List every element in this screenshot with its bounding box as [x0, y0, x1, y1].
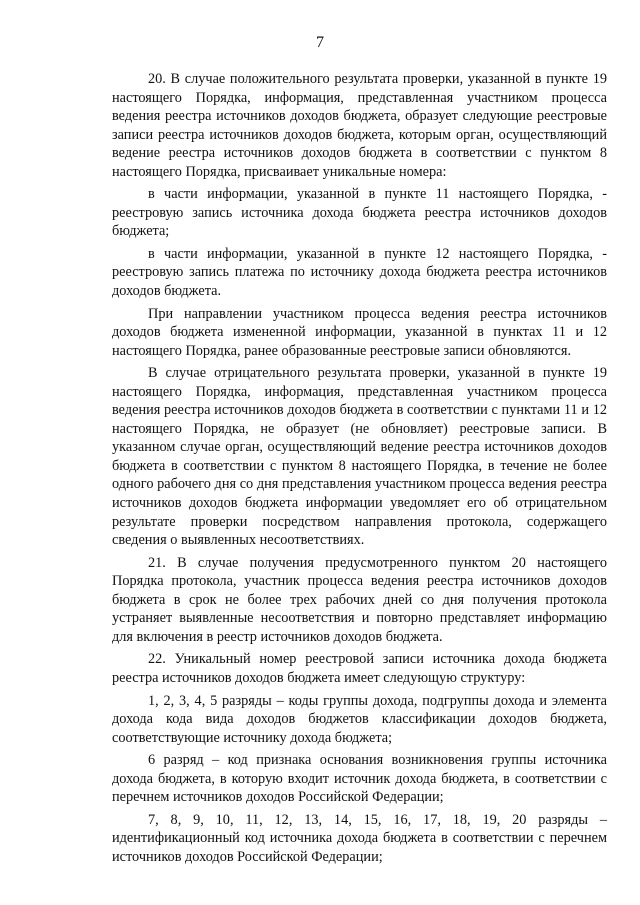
document-body — [112, 70, 607, 866]
paragraph-20: 20. В случае положительного результата проверки, указанной в пункте 19 настоящего Порядка, информация, представленная участником процесса ведения реестра источников доходов бюджета, образует следующие реестровые записи реестра источников доходов бюджета, которым орган, осуществляющий ведение реестра источников доходов бюджета в соответствии с пунктом 8 настоящего Порядка, присваивает уникальные номера: — [112, 71, 607, 180]
paragraph-21: 21. В случае получения предусмотренного пунктом 20 настоящего Порядка протокола, участник процесса ведения реестра источников доходов бюджета в срок не более трех рабочих дней со дня получения протокола устраняет выявленные несоответствия и повторно представляет информацию для включения в реестр источников доходов бюджета. — [112, 554, 607, 645]
paragraph-22-digits-1-5: 1, 2, 3, 4, 5 разряды – коды группы дохода, подгруппы дохода и элемента дохода кода вида доходов бюджетов классификации доходов бюджета, соответствующие источнику дохода бюджета; — [112, 692, 607, 746]
paragraph-20-negative: В случае отрицательного результата проверки, указанной в пункте 19 настоящего Порядка, информация, представленная участником процесса ведения реестра источников доходов бюджета в соответствии с пунктами 11 и 12 настоящего Порядка, не образует (не обновляет) реестровые записи. В указанном случае орган, осуществляющий ведение реестра источников доходов бюджета в соответствии с пунктом 8 настоящего Порядка, в течение не более одного рабочего дня со дня представления участником процесса ведения реестра источников доходов бюджета информации уведомляет его об отрицательном результате проверки посредством направления протокола, содержащего сведения о выявленных несоответствиях. — [112, 365, 607, 549]
paragraph-20-item-1: в части информации, указанной в пункте 11 настоящего Порядка, - реестровую запись источника дохода бюджета реестра источников доходов бюджета; — [112, 186, 607, 240]
paragraph-20-update: При направлении участником процесса ведения реестра источников доходов бюджета измененной информации, указанной в пунктах 11 и 12 настоящего Порядка, ранее образованные реестровые записи обновляются. — [112, 305, 607, 359]
paragraph-22: 22. Уникальный номер реестровой записи источника дохода бюджета реестра источников доходов бюджета имеет следующую структуру: — [112, 651, 607, 686]
paragraph-20-item-2: в части информации, указанной в пункте 12 настоящего Порядка, - реестровую запись платежа по источнику дохода бюджета реестра источников доходов бюджета. — [112, 245, 607, 300]
paragraph-22-digit-6: 6 разряд – код признака основания возникновения группы источника дохода бюджета, в которую входит источник дохода бюджета, в соответствии с перечнем источников доходов Российской Федерации; — [112, 752, 607, 806]
page-number: 7 — [316, 34, 324, 51]
paragraph-22-digits-7-20: 7, 8, 9, 10, 11, 12, 13, 14, 15, 16, 17, 18, 19, 20 разряды – идентификационный код источника дохода бюджета в соответствии с перечнем источников доходов Российской Федерации; — [112, 811, 607, 865]
